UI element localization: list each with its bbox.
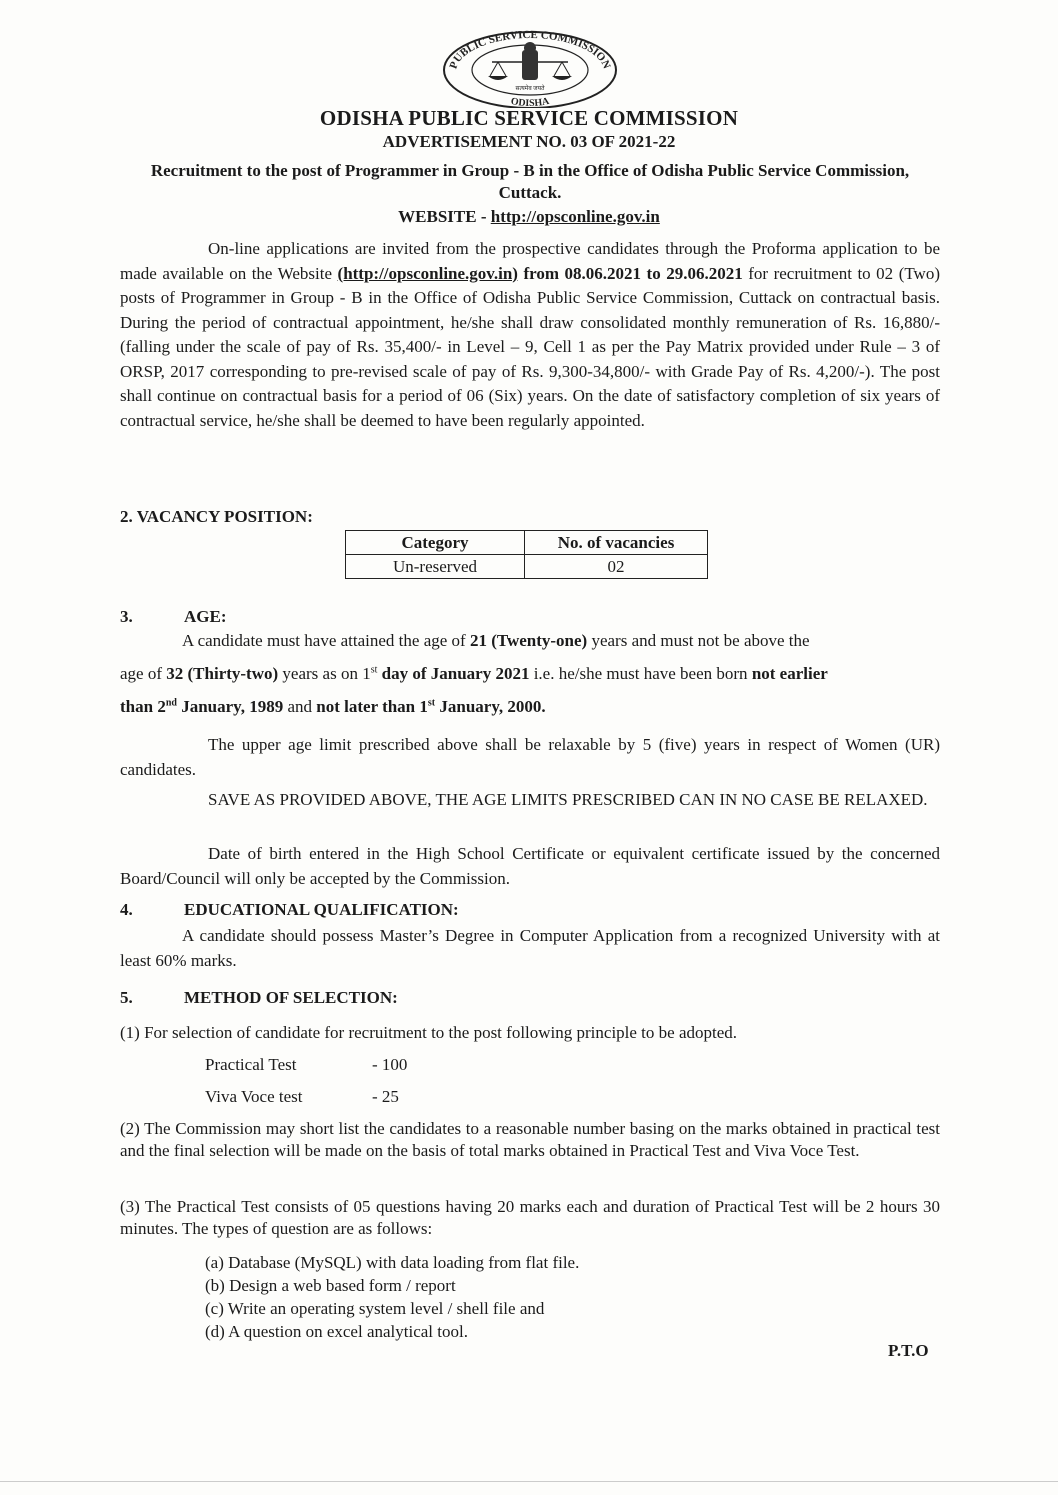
date-of-birth-paragraph: Date of birth entered in the High School Certificate or equivalent certificate issued by the concerned Board/Council will only be accepted by the Commission.: [120, 844, 940, 888]
website-label: WEBSITE -: [398, 207, 491, 226]
age-section-number: 3.: [120, 607, 133, 626]
advertisement-number: ADVERTISEMENT NO. 03 OF 2021-22: [382, 132, 676, 151]
category-header: Category: [346, 531, 525, 555]
seal-bottom-text: ODISHA: [509, 95, 551, 108]
intro-paragraph: [120, 237, 940, 433]
page-edge-divider: [0, 1481, 1058, 1482]
age-line-1: A candidate must have attained the age of 21 (Twenty-one) years and must not be above the: [182, 631, 810, 650]
recruitment-subject: Recruitment to the post of Programmer in Group - B in the Office of Odisha Public Service Commission, Cuttack.: [150, 161, 910, 202]
seal-top-text: PUBLIC SERVICE COMMISSION: [447, 28, 613, 71]
organization-title: ODISHA PUBLIC SERVICE COMMISSION: [319, 106, 739, 130]
viva-voce-marks: - 25: [372, 1087, 399, 1106]
page-turn-over: P.T.O: [888, 1341, 929, 1360]
age-heading: [120, 607, 227, 627]
selection-heading: 5. METHOD OF SELECTION:: [120, 988, 398, 1007]
intro-text-2: for recruitment to 02 (Two) posts of Programmer in Group - B in the Office of Odisha Public Service Commission, Cuttack on contractual basis. During the period of contractual appointment, he/she shall draw consolidated monthly remuneration of Rs. 16,880/- (falling under the scale of pay of Rs. 35,400/- in Level – 9, Cell 1 as per the Pay Matrix provided under Rule – 3 of ORSP, 2017 corresponding to pre-revised scale of pay of Rs. 9,300-34,800/- with Grade Pay of Rs. 4,200/-). The post shall continue on contractual basis for a period of 06 (Six) years. On the date of satisfactory completion of six years of contractual service, he/she shall be deemed to have been regularly appointed.: [120, 263, 940, 430]
website-line: [0, 207, 1058, 227]
table-header-row: [346, 531, 708, 555]
age-line-2: age of 32 (Thirty-two) years as on 1st day of January 2021 i.e. he/she must have been born not earlier: [120, 664, 828, 683]
vacancy-heading: 2. VACANCY POSITION:: [120, 507, 313, 526]
age-section-title: AGE:: [184, 607, 227, 626]
vacancies-header: No. of vacancies: [525, 531, 708, 555]
intro-text-1: On-line applications are invited from the prospective candidates through the Proforma application to be made available on the Website: [120, 239, 940, 283]
viva-voce-label: Viva Voce test: [205, 1087, 303, 1106]
selection-paragraph-2: (2) The Commission may short list the candidates to a reasonable number basing on the marks obtained in practical test and the final selection will be made on the basis of total marks obtained in Practical Test and Viva Voce Test.: [120, 1119, 940, 1160]
practical-test-label: Practical Test: [205, 1055, 297, 1074]
practical-test-marks: - 100: [372, 1055, 408, 1074]
vacancy-table: [345, 530, 708, 579]
table-row: [346, 555, 708, 579]
list-item: (c) Write an operating system level / shell file and: [205, 1299, 545, 1318]
selection-paragraph-1: (1) For selection of candidate for recruitment to the post following principle to be adopted.: [120, 1023, 738, 1042]
age-line-3: than 2nd January, 1989 and not later than 1st January, 2000.: [120, 697, 546, 716]
list-item: (b) Design a web based form / report: [205, 1276, 456, 1295]
education-heading: 4. EDUCATIONAL QUALIFICATION:: [120, 900, 459, 919]
category-cell: Un-reserved: [346, 555, 525, 579]
list-item: (d) A question on excel analytical tool.: [205, 1322, 468, 1341]
vacancies-cell: 02: [525, 555, 708, 579]
education-paragraph: A candidate should possess Master’s Degree in Computer Application from a recognized University with at least 60% marks.: [120, 926, 940, 970]
age-relaxation-paragraph: The upper age limit prescribed above shall be relaxable by 5 (five) years in respect of Women (UR) candidates.: [120, 735, 940, 779]
commission-seal-icon: [442, 28, 618, 108]
intro-url-link[interactable]: (http://opsconline.gov.in): [337, 263, 518, 283]
website-link[interactable]: http://opsconline.gov.in: [490, 207, 660, 226]
list-item: (a) Database (MySQL) with data loading from flat file.: [205, 1253, 580, 1272]
selection-paragraph-3: (3) The Practical Test consists of 05 questions having 20 marks each and duration of Practical Test will be 2 hours 30 minutes. The types of question are as follows:: [120, 1197, 940, 1238]
age-no-relax-paragraph: SAVE AS PROVIDED ABOVE, THE AGE LIMITS PRESCRIBED CAN IN NO CASE BE RELAXED.: [208, 790, 928, 809]
seal-motto: सत्यमेव जयते: [515, 86, 545, 92]
intro-dates: from 08.06.2021 to 29.06.2021: [517, 263, 743, 283]
